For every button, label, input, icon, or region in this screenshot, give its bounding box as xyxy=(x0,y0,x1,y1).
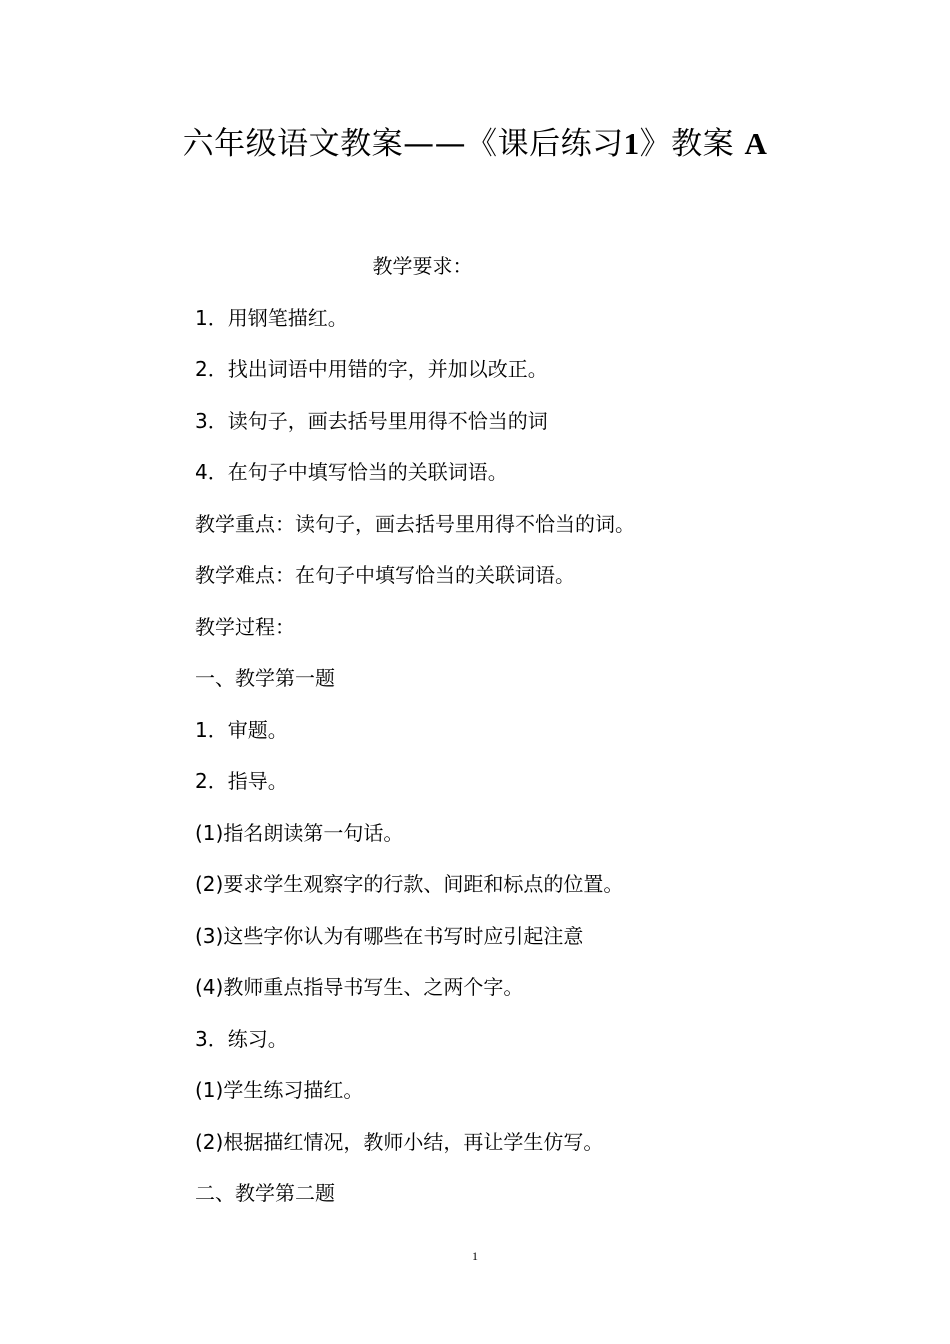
paragraph-line: 教学重点：读句子，画去括号里用得不恰当的词。 xyxy=(195,511,635,536)
paragraph-line: 3．读句子，画去括号里用得不恰当的词 xyxy=(195,408,548,433)
title-number: 1 xyxy=(623,126,640,161)
paragraph-line: (2)根据描红情况，教师小结，再让学生仿写。 xyxy=(195,1129,604,1154)
paragraph-line: 2．找出词语中用错的字，并加以改正。 xyxy=(195,357,548,381)
section-heading-requirements: 教学要求： xyxy=(372,254,473,278)
title-text-part-2: 》教案 xyxy=(639,126,735,162)
paragraph-line: 4．在句子中填写恰当的关联词语。 xyxy=(195,460,508,484)
paragraph-line: (2)要求学生观察字的行款、间距和标点的位置。 xyxy=(195,872,624,896)
paragraph-line: 教学难点：在句子中填写恰当的关联词语。 xyxy=(195,563,575,587)
paragraph-line: 2．指导。 xyxy=(195,769,288,793)
paragraph-line: (3)这些字你认为有哪些在书写时应引起注意 xyxy=(195,923,584,948)
paragraph-line: 1．审题。 xyxy=(195,717,288,742)
paragraph-line: (1)指名朗读第一句话。 xyxy=(195,820,404,845)
paragraph-line: 1．用钢笔描红。 xyxy=(195,305,348,330)
paragraph-line: 一、教学第一题 xyxy=(195,666,335,690)
document-body xyxy=(195,248,795,1227)
document-title xyxy=(0,122,950,166)
title-suffix: A xyxy=(744,126,768,161)
paragraph-line: 3．练习。 xyxy=(195,1026,288,1051)
paragraph-line: 教学过程： xyxy=(195,614,295,639)
paragraph-line: (4)教师重点指导书写生、之两个字。 xyxy=(195,975,524,999)
title-text-part-1: 六年级语文教案——《课后练习 xyxy=(182,126,624,162)
paragraph-line: 二、教学第二题 xyxy=(195,1181,335,1205)
page-number: 1 xyxy=(472,1249,478,1263)
paragraph-line: (1)学生练习描红。 xyxy=(195,1078,364,1102)
